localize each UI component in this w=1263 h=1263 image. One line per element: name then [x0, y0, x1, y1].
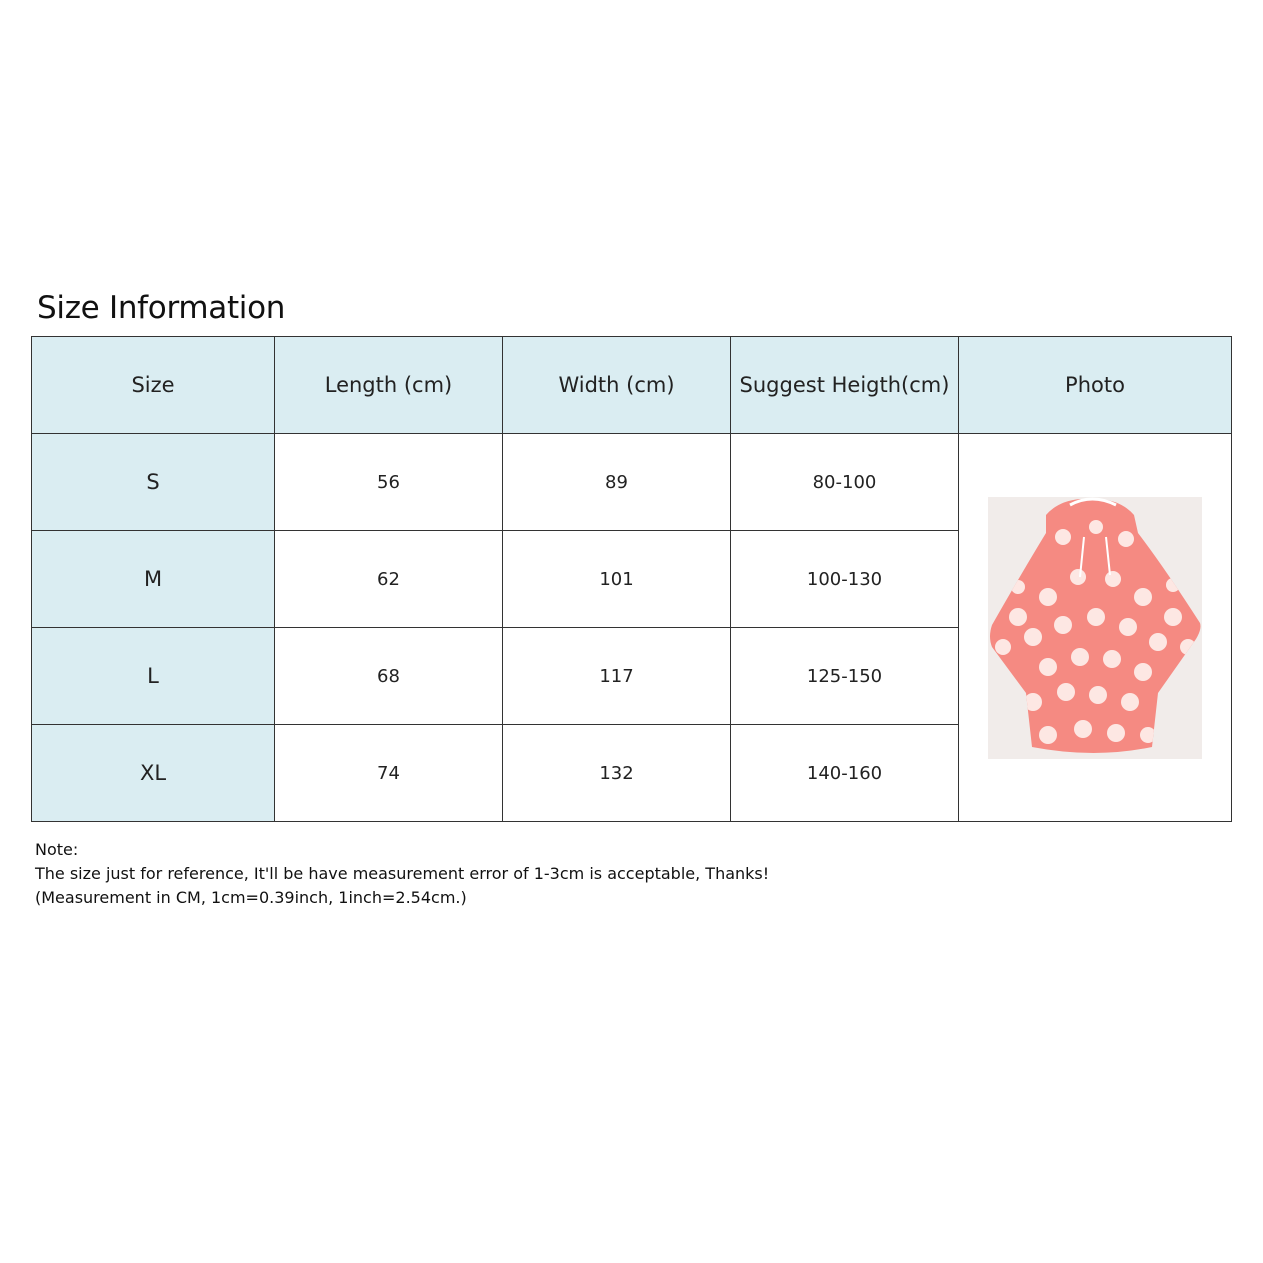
notes-block	[35, 838, 769, 910]
size-cell: S	[32, 434, 275, 531]
note-label: Note:	[35, 840, 79, 859]
photo-cell	[959, 434, 1232, 822]
header-suggest-height: Suggest Heigth(cm)	[731, 337, 959, 434]
size-table	[31, 336, 1232, 822]
size-cell: L	[32, 628, 275, 725]
note-line-2: (Measurement in CM, 1cm=0.39inch, 1inch=2.54cm.)	[35, 888, 467, 907]
table-row	[32, 434, 1232, 531]
header-length: Length (cm)	[275, 337, 503, 434]
header-size: Size	[32, 337, 275, 434]
length-cell: 56	[275, 434, 503, 531]
width-cell: 117	[503, 628, 731, 725]
size-cell: M	[32, 531, 275, 628]
length-cell: 62	[275, 531, 503, 628]
height-cell: 80-100	[731, 434, 959, 531]
header-width: Width (cm)	[503, 337, 731, 434]
width-cell: 89	[503, 434, 731, 531]
raincoat-photo	[988, 497, 1202, 759]
length-cell: 74	[275, 725, 503, 822]
height-cell: 125-150	[731, 628, 959, 725]
size-cell: XL	[32, 725, 275, 822]
width-cell: 101	[503, 531, 731, 628]
height-cell: 100-130	[731, 531, 959, 628]
header-photo: Photo	[959, 337, 1232, 434]
page-title: Size Information	[37, 290, 286, 326]
note-line-1: The size just for reference, It'll be have measurement error of 1-3cm is acceptable, Thanks!	[35, 864, 770, 883]
table-header-row	[32, 337, 1232, 434]
length-cell: 68	[275, 628, 503, 725]
width-cell: 132	[503, 725, 731, 822]
height-cell: 140-160	[731, 725, 959, 822]
